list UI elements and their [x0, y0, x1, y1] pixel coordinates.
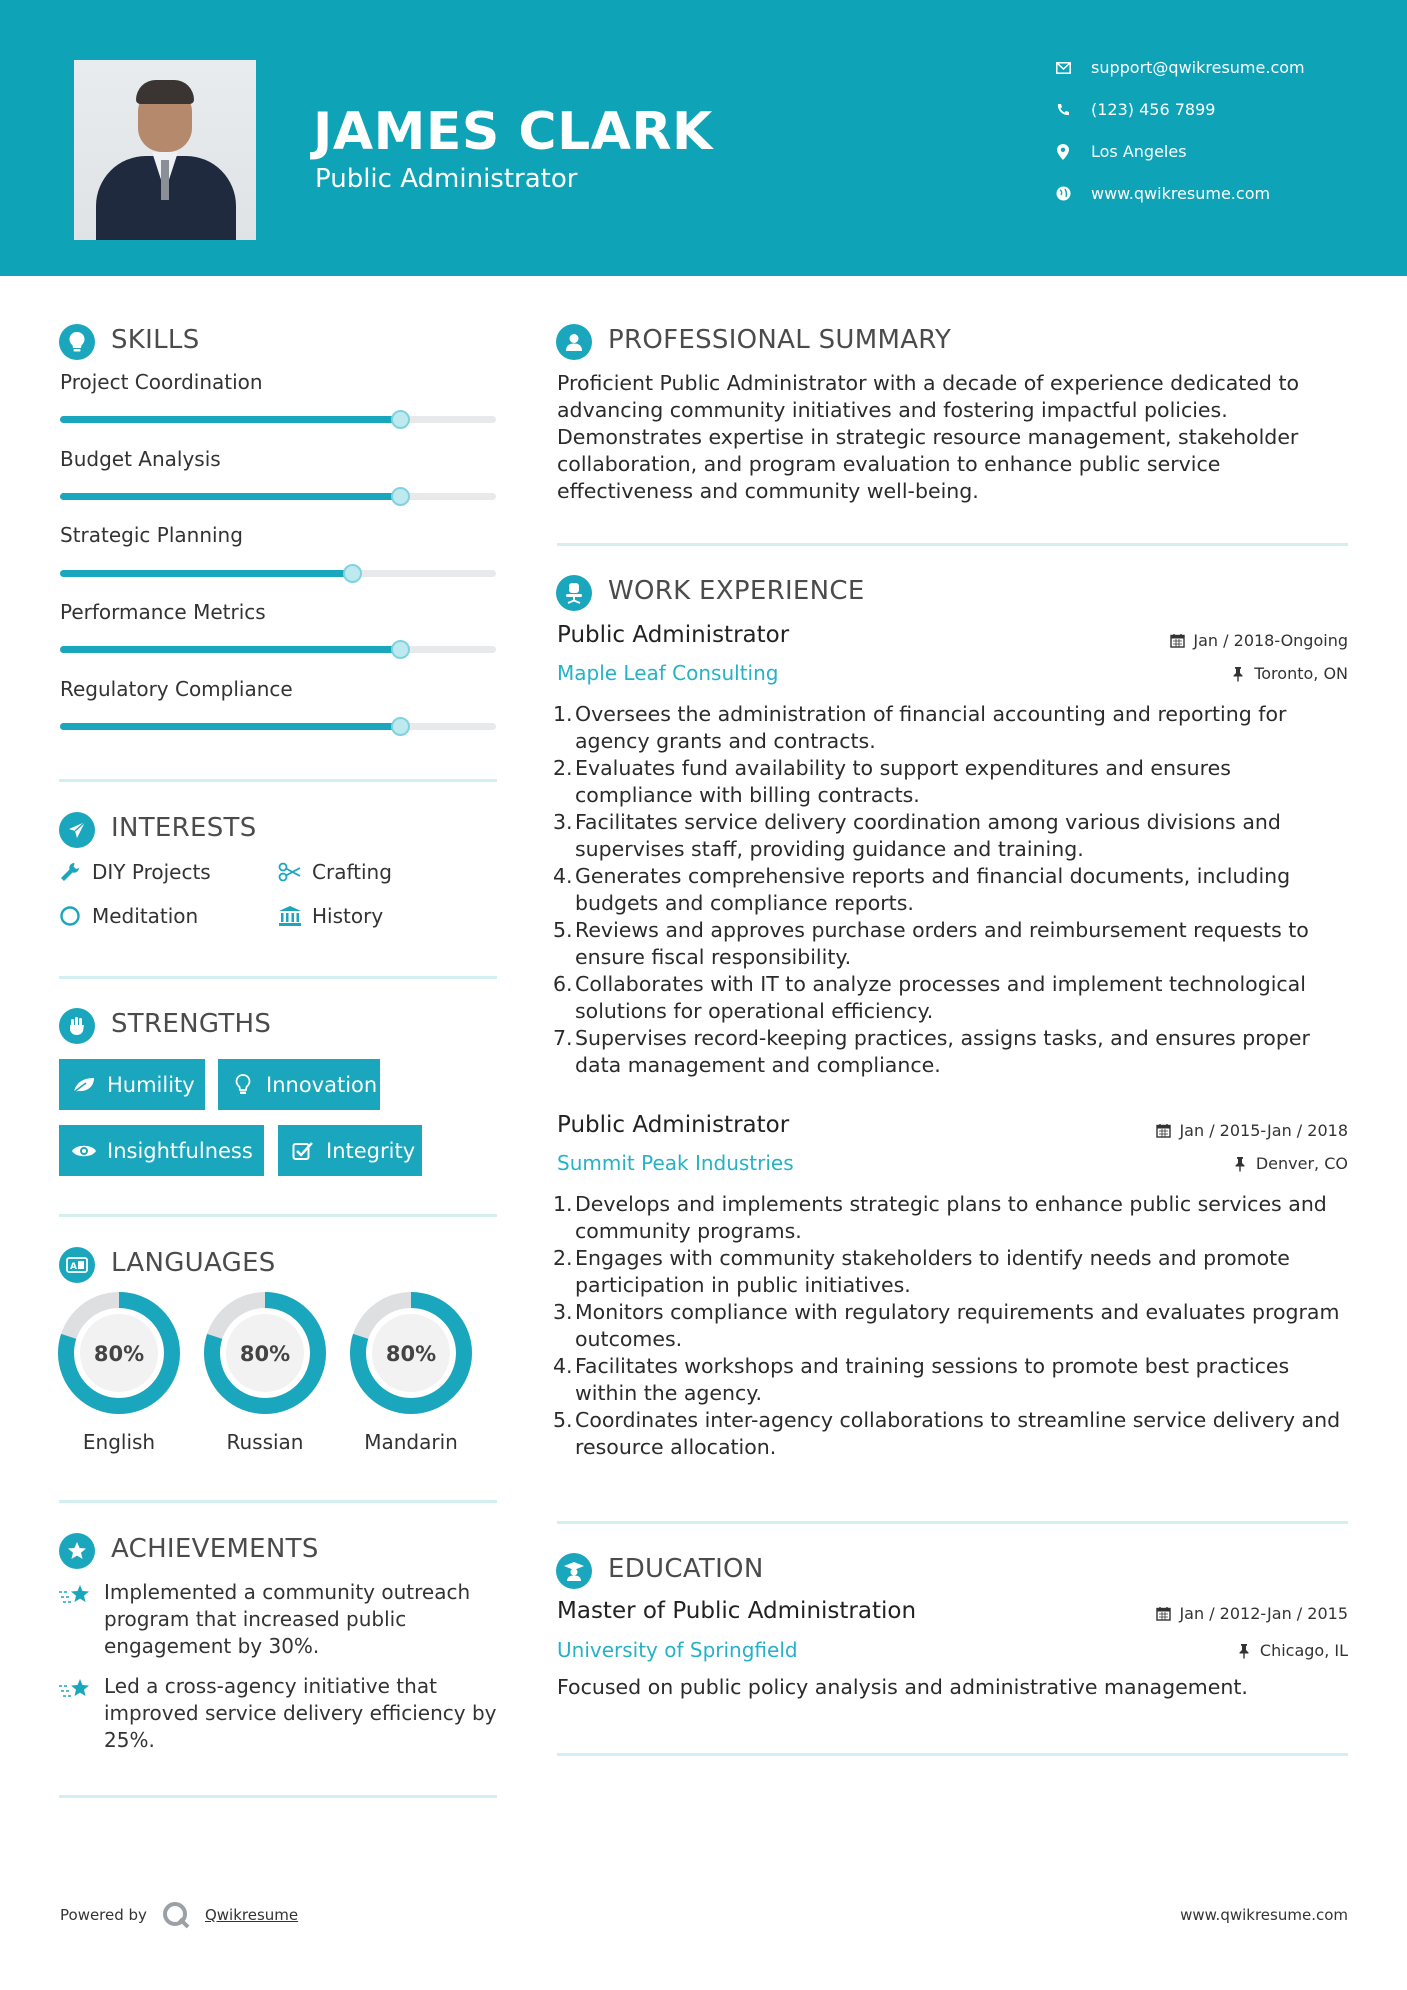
envelope-icon — [1055, 60, 1071, 76]
summary-text: Proficient Public Administrator with a decade of experience dedicated to advancing community initiatives and fostering impactful policies. Demonstrates expertise in strategic resource management, stakeholder collaboration, and program evaluation to enhance public service effectiveness and community well-being. — [557, 371, 1300, 503]
profile-photo — [74, 60, 256, 240]
scissors-icon — [278, 860, 302, 884]
job-duty: 7. Supervises record-keeping practices, assigns tasks, and ensures proper data management and compliance. — [553, 1026, 1310, 1077]
calendar-icon — [1155, 1123, 1171, 1139]
section-divider — [557, 543, 1348, 546]
achievement-text: Led a cross-agency initiative that improved service delivery efficiency by 25%. — [104, 1674, 497, 1752]
section-divider — [59, 1795, 497, 1798]
education-description: Focused on public policy analysis and administrative management. — [557, 1675, 1248, 1699]
contact-website[interactable] — [1055, 184, 1270, 203]
skill-bar — [60, 646, 496, 653]
contact-location — [1055, 142, 1187, 161]
strength-tag — [59, 1125, 264, 1176]
footer-powered-by — [60, 1900, 298, 1930]
job-duty: 5. Coordinates inter-agency collaborations to streamline service delivery and resource allocation. — [553, 1408, 1341, 1459]
interest-label: Crafting — [312, 860, 392, 884]
language-label: Russian — [226, 1430, 304, 1454]
strength-label: Insightfulness — [107, 1138, 253, 1163]
education-dates-text: Jan / 2012-Jan / 2015 — [1179, 1604, 1348, 1623]
job-duty: 1. Develops and implements strategic plans to enhance public services and community programs. — [553, 1192, 1327, 1243]
office-chair-icon — [556, 575, 592, 611]
company-name: Maple Leaf Consulting — [557, 661, 779, 685]
interest-label: History — [312, 904, 384, 928]
skill-bar-handle — [391, 410, 410, 429]
job-duty: 6. Collaborates with IT to analyze processes and implement technological solutions for operational efficiency. — [553, 972, 1306, 1023]
calendar-icon — [1155, 1606, 1171, 1622]
skill-label: Regulatory Compliance — [60, 677, 293, 701]
interest-label: DIY Projects — [92, 860, 211, 884]
language-donut — [58, 1292, 180, 1414]
job-duty: 4. Facilitates workshops and training sessions to promote best practices within the agency. — [553, 1354, 1290, 1405]
education-dates — [1155, 1604, 1348, 1623]
pushpin-icon — [1230, 666, 1246, 682]
map-pin-icon — [1055, 144, 1071, 160]
pushpin-icon — [1236, 1643, 1252, 1659]
contact-phone[interactable] — [1055, 100, 1215, 119]
section-divider — [557, 1521, 1348, 1524]
language-label: English — [82, 1430, 156, 1454]
candidate-name: JAMES CLARK — [313, 102, 713, 162]
strength-tag — [278, 1125, 422, 1176]
website-text: www.qwikresume.com — [1091, 184, 1271, 203]
shooting-star-icon — [58, 1582, 92, 1610]
strength-tag — [218, 1059, 380, 1110]
skill-label: Project Coordination — [60, 370, 263, 394]
star-badge-icon — [59, 1533, 95, 1569]
check-square-icon — [290, 1140, 316, 1162]
globe-icon — [1055, 186, 1071, 202]
calendar-icon — [1169, 633, 1185, 649]
company-name: Summit Peak Industries — [557, 1151, 794, 1175]
interest-item — [58, 860, 211, 884]
school-name: University of Springfield — [557, 1638, 798, 1662]
phone-text: (123) 456 7899 — [1091, 100, 1216, 119]
job-location-text: Toronto, ON — [1254, 664, 1348, 683]
education-location — [1236, 1641, 1348, 1660]
svg-text:A: A — [70, 1262, 77, 1272]
strength-label: Innovation — [266, 1072, 378, 1097]
donut-percent-label: 80% — [385, 1342, 437, 1366]
degree-title: Master of Public Administration — [557, 1598, 917, 1624]
skill-bar-handle — [343, 564, 362, 583]
language-icon — [59, 1247, 95, 1283]
strength-label: Integrity — [326, 1138, 416, 1163]
skill-bar — [60, 416, 496, 423]
strengths-section-title: STRENGTHS — [111, 1009, 272, 1039]
interest-label: Meditation — [92, 904, 199, 928]
section-divider — [59, 976, 497, 979]
language-donut — [204, 1292, 326, 1414]
achievement-text: Implemented a community outreach program that increased public engagement by 30%. — [104, 1580, 471, 1658]
user-icon — [556, 324, 592, 360]
phone-icon — [1055, 102, 1071, 118]
lightbulb-icon — [230, 1074, 256, 1096]
candidate-role: Public Administrator — [315, 164, 578, 194]
job-duty: 1. Oversees the administration of financial accounting and reporting for agency grants and contracts. — [553, 702, 1287, 753]
hand-icon — [59, 1008, 95, 1044]
interest-item — [278, 860, 392, 884]
skill-label: Strategic Planning — [60, 523, 243, 547]
job-location — [1230, 664, 1348, 683]
summary-section-title: PROFESSIONAL SUMMARY — [608, 325, 952, 355]
job-duty: 5. Reviews and approves purchase orders and reimbursement requests to ensure fiscal responsibility. — [553, 918, 1309, 969]
section-divider — [59, 1500, 497, 1503]
section-divider — [59, 779, 497, 782]
graduate-icon — [556, 1553, 592, 1589]
language-label: Mandarin — [364, 1430, 458, 1454]
skill-label: Performance Metrics — [60, 600, 266, 624]
eye-icon — [71, 1140, 97, 1162]
interest-item — [58, 904, 198, 928]
footer-website-link[interactable]: www.qwikresume.com — [1180, 1906, 1348, 1924]
section-divider — [59, 1214, 497, 1217]
skill-bar — [60, 493, 496, 500]
job-title: Public Administrator — [557, 1112, 790, 1138]
job-dates-text: Jan / 2018-Ongoing — [1193, 631, 1348, 650]
job-duty: 3. Monitors compliance with regulatory requirements and evaluates program outcomes. — [553, 1300, 1340, 1351]
job-title: Public Administrator — [557, 622, 790, 648]
interests-section-title: INTERESTS — [111, 813, 257, 843]
experience-section-title: WORK EXPERIENCE — [608, 576, 865, 606]
skills-section-title: SKILLS — [111, 325, 200, 355]
skill-bar — [60, 570, 496, 577]
skill-bar-handle — [391, 640, 410, 659]
circle-icon — [58, 904, 82, 928]
skill-bar-handle — [391, 487, 410, 506]
donut-percent-label: 80% — [239, 1342, 291, 1366]
location-text: Los Angeles — [1091, 142, 1187, 161]
job-dates-text: Jan / 2015-Jan / 2018 — [1179, 1121, 1348, 1140]
shooting-star-icon — [58, 1676, 92, 1704]
qwikresume-logo-icon — [161, 1900, 191, 1930]
strength-tag — [59, 1059, 205, 1110]
job-dates — [1155, 1121, 1348, 1140]
language-donut — [350, 1292, 472, 1414]
lightbulb-icon — [59, 324, 95, 360]
job-location — [1232, 1154, 1348, 1173]
achievements-section-title: ACHIEVEMENTS — [111, 1534, 319, 1564]
wrench-icon — [58, 860, 82, 884]
job-location-text: Denver, CO — [1255, 1154, 1348, 1173]
job-dates — [1169, 631, 1348, 650]
skill-bar-handle — [391, 717, 410, 736]
interest-item — [278, 904, 383, 928]
resume-header — [0, 0, 1407, 276]
job-duties-list — [553, 1191, 1353, 1461]
languages-section-title: LANGUAGES — [111, 1248, 276, 1278]
qwikresume-link[interactable]: Qwikresume — [204, 1906, 299, 1924]
job-duty: 3. Facilitates service delivery coordination among various divisions and supervises staff, providing guidance and training. — [553, 810, 1281, 861]
job-duty: 2. Evaluates fund availability to support expenditures and ensures compliance with billing contracts. — [553, 756, 1231, 807]
strength-label: Humility — [107, 1072, 195, 1097]
section-divider — [557, 1753, 1348, 1756]
job-duty: 4. Generates comprehensive reports and financial documents, including budgets and compliance reports. — [553, 864, 1291, 915]
job-duty: 2. Engages with community stakeholders to identify needs and promote participation in public initiatives. — [553, 1246, 1290, 1297]
pushpin-icon — [1232, 1156, 1248, 1172]
email-text: support@qwikresume.com — [1091, 58, 1305, 77]
donut-percent-label: 80% — [93, 1342, 145, 1366]
skill-label: Budget Analysis — [60, 447, 221, 471]
contact-email[interactable] — [1055, 58, 1305, 77]
museum-icon — [278, 904, 302, 928]
skill-bar — [60, 723, 496, 730]
job-duties-list — [553, 701, 1353, 1079]
education-section-title: EDUCATION — [608, 1554, 764, 1584]
paper-plane-icon — [59, 812, 95, 848]
education-location-text: Chicago, IL — [1259, 1641, 1348, 1660]
leaf-icon — [71, 1074, 97, 1096]
powered-by-text: Powered by — [60, 1906, 147, 1924]
